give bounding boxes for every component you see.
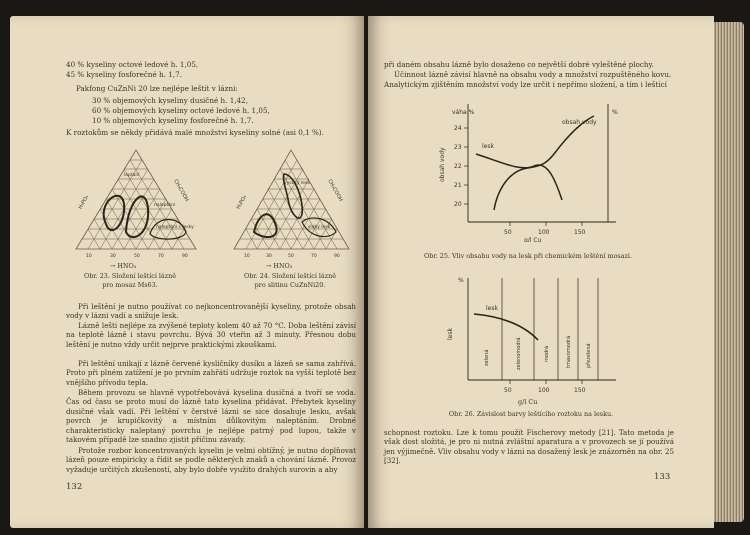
x-tick: 150: [574, 229, 586, 236]
tick-label: 30: [266, 254, 272, 259]
y-axis-label: lesk: [447, 328, 454, 340]
y-tick: 22: [454, 163, 462, 170]
arrow-label: → HNO₃: [266, 262, 293, 270]
body-paragraph: Protože rozbor koncentrovaných kyselin je velmi obtížný, je nutno doplňovat lázeň pouze empiricky a řídit se podle některých znaků a chování lázně. Provoz vyžaduje určitých zkušeností, aby bylo dobře využito drahých surovin a aby: [66, 446, 356, 474]
open-book: [6, 16, 746, 528]
body-paragraph: Při leštění je nutno používat co nejkoncentrovanější kyseliny, protože obsah vody v lázni vadí a snižuje lesk.: [66, 302, 356, 321]
body-paragraph: Lázně lešti nejlépe za zvýšené teploty kolem 40 až 70 °C. Doba leštění závisí na teplotě lázně i stavu povrchu. Bývá 30 vteřin až 3 minuty. Přesnou dobu leštění je nutno vždy určit nejprve praktickými zkouškami.: [66, 321, 356, 349]
right-page: [368, 16, 714, 528]
tick-label: 90: [334, 254, 340, 259]
tick-label: 50: [134, 254, 140, 259]
y-unit: váha %: [452, 109, 475, 116]
side-label-left: H₃PO₄: [235, 194, 249, 211]
zone-label: zelená: [484, 349, 490, 366]
y-tick: 20: [454, 201, 462, 208]
composition-line: 60 % objemových kyseliny octové ledové h. 1,05,: [92, 106, 270, 115]
tick-label: 10: [244, 254, 250, 259]
side-label-right: CH₃COOH: [172, 178, 190, 203]
y-axis-label: obsah vody: [439, 147, 446, 182]
line-chart-fig26: [416, 270, 630, 398]
figure-caption: Obr. 26. Závislost barvy leštícího roztoku na lesku.: [448, 410, 614, 418]
tick-label: 70: [158, 254, 164, 259]
x-tick: 100: [538, 387, 550, 394]
ternary-diagram-fig23: [66, 144, 216, 262]
tick-label: 50: [288, 254, 294, 259]
body-line: Účinnost lázně závisí hlavně na obsahu vody a množství rozpuštěného kovu.: [394, 70, 672, 79]
page-edges: [714, 22, 744, 522]
region-label: naleptání: [154, 203, 176, 208]
arrow-label: → HNO₃: [110, 262, 137, 270]
y-tick: 24: [454, 125, 462, 132]
series-label: obsah vody: [562, 119, 597, 126]
figure-caption: Obr. 25. Vliv obsahu vody na lesk při chemickém leštění mosazi.: [424, 252, 632, 260]
x-tick: 100: [538, 229, 550, 236]
body-paragraph: schopnost roztoku. Lze k tomu použít Fischerovy metody [21]. Tato metoda je však dost složitá, je pro ni nutná zvláštní aparatura a v provozech se jí používá jen výjimečně. Vliv obsahu vody v lázni na dosažený lesk je znázorněn na obr. 25 [32].: [384, 428, 674, 466]
x-tick: 150: [574, 387, 586, 394]
tick-label: 10: [86, 254, 92, 259]
zone-label: přezelená: [586, 343, 592, 368]
region-label: vysoký lesk: [284, 181, 310, 186]
region-label: leptání: [124, 173, 140, 178]
x-tick: 50: [504, 387, 512, 394]
salt-note: K roztokům se někdy přidává malé množství kyseliny solné (asi 0,1 %).: [66, 128, 324, 137]
ternary-diagram-fig24: [224, 144, 364, 262]
tick-label: 70: [311, 254, 317, 259]
y-tick: 23: [454, 144, 462, 151]
series-label: lesk: [482, 143, 494, 150]
zone-label: tmavomodrá: [566, 335, 572, 368]
figure-caption: Obr. 24. Složení leštící lázně: [243, 272, 337, 280]
region-label: naleptání s lesky: [156, 225, 194, 230]
body-paragraph: Při leštění unikají z lázně červené kysličníky dusíku a lázeň se sama zahřívá. Proto při plném zatížení je po prvním zahřátí udržuje roztok na vyšší teplotě bez vnějšího přívodu tepla.: [66, 359, 356, 387]
composition-line: 40 % kyseliny octové ledové h. 1,05,: [66, 60, 199, 69]
page-number: 132: [66, 482, 83, 492]
zone-label: modrá: [544, 345, 550, 362]
figure-caption: pro mosaz Ms63.: [102, 281, 158, 289]
y-unit: %: [458, 277, 464, 284]
figure-caption: Obr. 23. Složení leštící lázně: [83, 272, 177, 280]
pakfong-intro: Pakfong CuZnNi 20 lze nejlépe leštit v lázni:: [76, 84, 238, 93]
composition-line: 45 % kyseliny fosforečné h. 1,7.: [66, 70, 182, 79]
body-line: Analytickým zjištěním množství vody lze určit i nepřímo složení, a tím i leštící: [384, 80, 667, 89]
right-unit: %: [612, 109, 618, 116]
figure-caption: pro slitinu CuZnNi20.: [254, 281, 326, 289]
y-tick: 21: [454, 182, 462, 189]
x-tick: 50: [504, 229, 512, 236]
body-paragraph: Během provozu se hlavně vypotřebovává kyselina dusičná a tvoří se voda. Čas od času se proto musí do lázně tato kyselina přidávat. Přebytek kyseliny dusičné však vadí. Při leštění v čerstvé lázni se sice dosahuje lesku, avšak povrch je krupičkovitý a místním důlkovitým naleptáním. Drobné charakteristicky naleptaný povrchu je nejlépe patrný pod lupou, takže v takovém případě lze snadno zjistit příčinu závady.: [66, 388, 356, 445]
side-label-right: CH₃COOH: [326, 178, 344, 203]
tick-label: 30: [110, 254, 116, 259]
zone-label: zelenomodrá: [516, 337, 522, 370]
tick-label: 90: [182, 254, 188, 259]
body-line: při daném obsahu lázně bylo dosaženo co největší dobré vyleštěné plochy.: [384, 60, 654, 69]
composition-line: 10 % objemových kyseliny fosforečné h. 1,7.: [92, 116, 254, 125]
line-chart-fig25: [416, 92, 630, 242]
x-axis-label: g/l Cu: [524, 237, 542, 242]
left-page: [10, 16, 364, 528]
region-label: slabý lesk: [308, 225, 331, 230]
composition-line: 30 % objemových kyseliny dusičné h. 1,42,: [92, 96, 248, 105]
x-axis-label: g/l Cu: [518, 398, 538, 406]
side-label-left: H₃PO₄: [77, 194, 91, 211]
page-number: 133: [654, 472, 671, 482]
series-label: lesk: [486, 305, 498, 312]
